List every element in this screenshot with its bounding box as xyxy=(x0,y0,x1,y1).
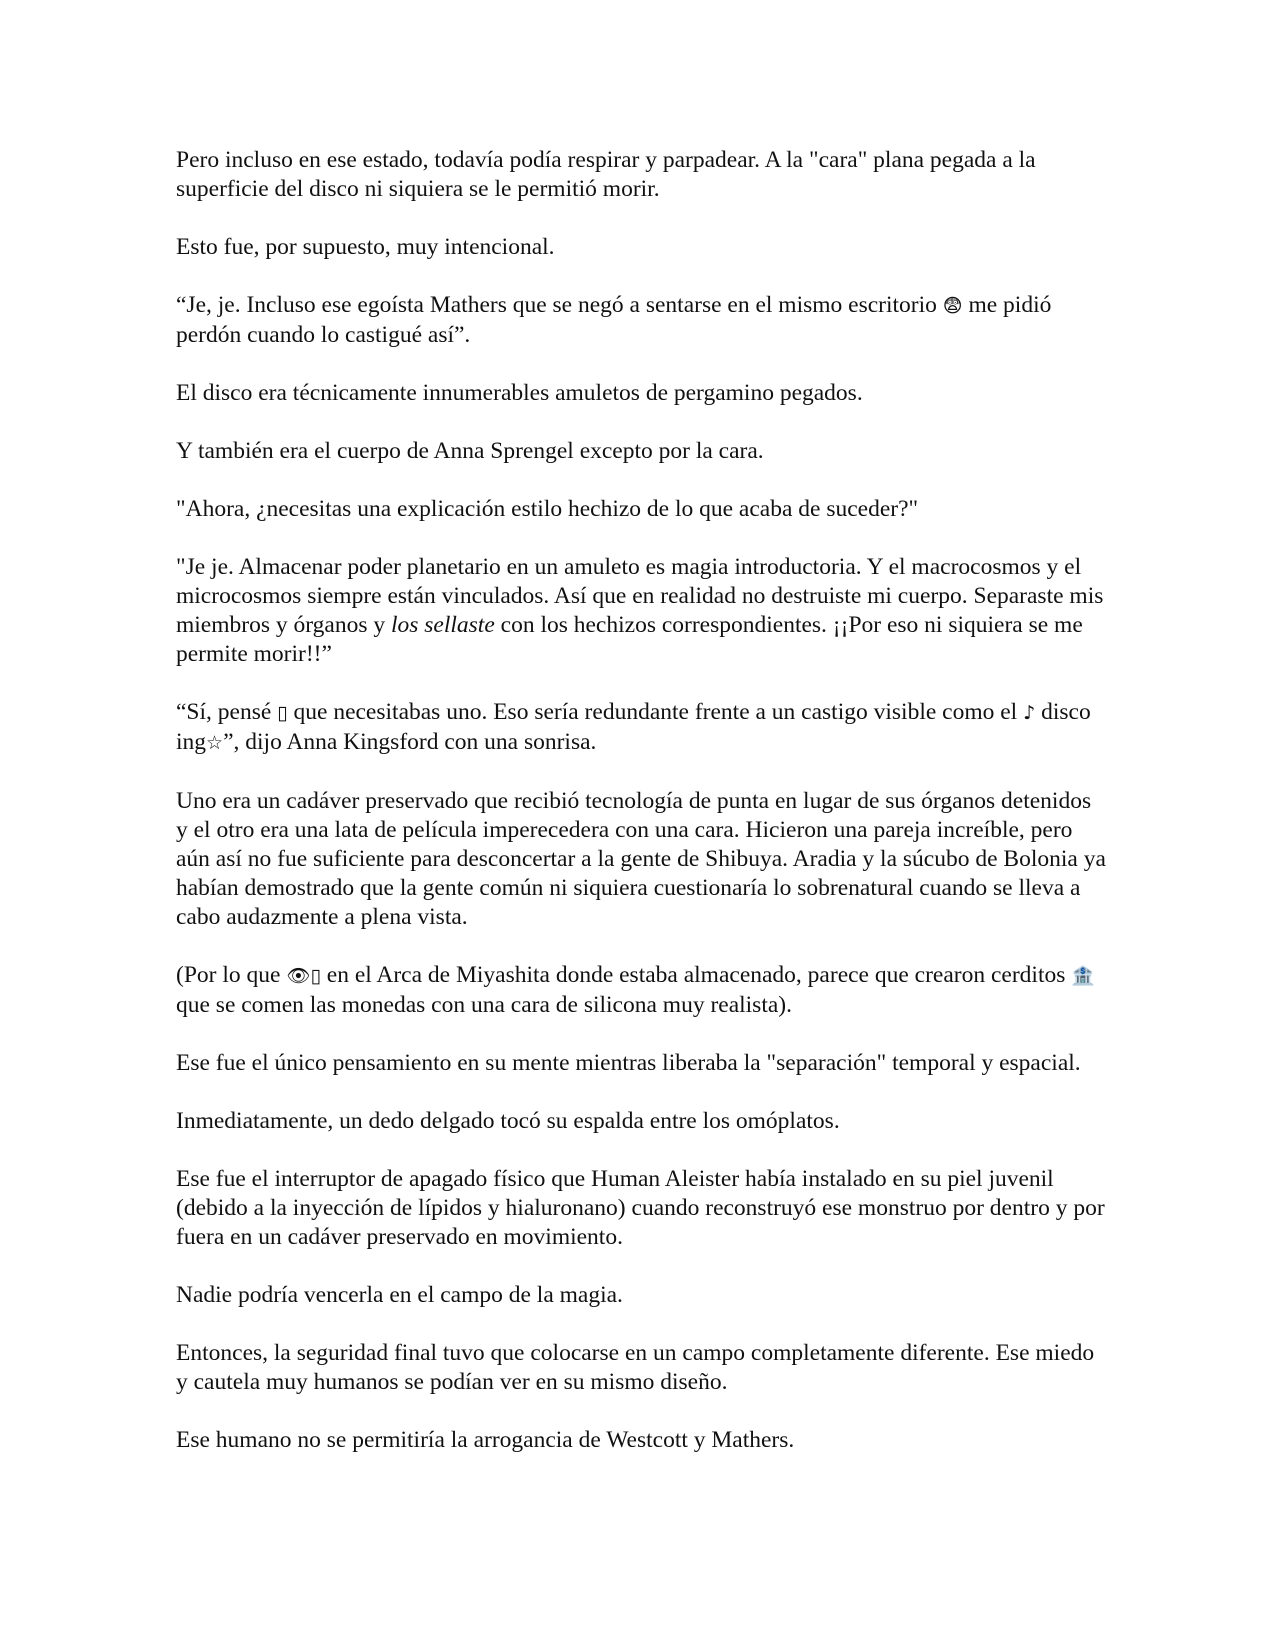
text: Ese fue el único pensamiento en su mente mientras liberaba la "separación" temporal y espacial. xyxy=(176,1050,1081,1076)
worried-face-icon: 😨 xyxy=(942,295,963,317)
paragraph xyxy=(176,1281,1106,1310)
bank-icon: 🏦 xyxy=(1071,965,1095,987)
paragraph xyxy=(176,698,1106,758)
paragraph xyxy=(176,787,1106,932)
text: en el Arca de Miyashita donde estaba almacenado, parece que crearon cerditos xyxy=(320,962,1072,988)
text: El disco era técnicamente innumerables amuletos de pergamino pegados. xyxy=(176,380,863,406)
paragraph xyxy=(176,1426,1106,1455)
text: me pidió perdón cuando lo castigué así”. xyxy=(176,292,1052,348)
paragraph xyxy=(176,1339,1106,1397)
document-page xyxy=(176,146,1106,1484)
text: Ese humano no se permitiría la arrogancia de Westcott y Mathers. xyxy=(176,1427,795,1453)
text: (Por lo que xyxy=(176,962,287,988)
text: Uno era un cadáver preservado que recibió tecnología de punta en lugar de sus órganos detenidos y el otro era una lata de película imperecedera con una cara. Hicieron una pareja increíble, pero aún así no fue suficiente para desconcertar a la gente de Shibuya. Aradia y la súcubo de Bolonia ya habían demostrado que la gente común ni siquiera cuestionaría lo sobrenatural cuando se lleva a cabo audazmente a plena vista. xyxy=(176,788,1106,930)
paragraph xyxy=(176,1107,1106,1136)
text: “Sí, pensé xyxy=(176,699,278,725)
paragraph xyxy=(176,961,1106,1020)
missing-glyph-icon: ▯ xyxy=(277,702,288,724)
paragraph xyxy=(176,291,1106,350)
text: "Je je. Almacenar poder planetario en un amuleto es magia introductoria. Y el macrocosmos y el microcosmos siempre están vinculados. Así que en realidad no destruiste mi cuerpo. Separaste mis miembros y órganos y xyxy=(176,554,1104,638)
missing-glyph-icon: ▯ xyxy=(310,965,321,987)
text: Nadie podría vencerla en el campo de la magia. xyxy=(176,1282,623,1308)
paragraph xyxy=(176,553,1106,669)
paragraph xyxy=(176,495,1106,524)
text: que necesitabas uno. Eso sería redundante frente a un castigo visible como el xyxy=(287,699,1024,725)
music-note-icon: ♪ xyxy=(1023,702,1036,724)
text: “Je, je. Incluso ese egoísta Mathers que se negó a sentarse en el mismo escritorio xyxy=(176,292,943,318)
italic-text: los sellaste xyxy=(390,612,495,638)
star-icon: ☆ xyxy=(206,732,224,754)
paragraph xyxy=(176,437,1106,466)
text: Esto fue, por supuesto, muy intencional. xyxy=(176,234,555,260)
text: ”, dijo Anna Kingsford con una sonrisa. xyxy=(223,729,597,755)
text: Ese fue el interruptor de apagado físico que Human Aleister había instalado en su piel juvenil (debido a la inyección de lípidos y hialuronano) cuando reconstruyó ese monstruo por dentro y por fuera en un cadáver preservado en movimiento. xyxy=(176,1166,1105,1250)
paragraph xyxy=(176,233,1106,262)
paragraph xyxy=(176,146,1106,204)
paragraph xyxy=(176,379,1106,408)
text: con los hechizos correspondientes. ¡¡Por eso ni siquiera se me permite morir!!” xyxy=(176,612,1083,667)
text: disco ing xyxy=(176,699,1091,755)
paragraph xyxy=(176,1165,1106,1252)
text: Entonces, la seguridad final tuvo que colocarse en un campo completamente diferente. Ese miedo y cautela muy humanos se podían ver en su mismo diseño. xyxy=(176,1340,1095,1395)
text: Inmediatamente, un dedo delgado tocó su espalda entre los omóplatos. xyxy=(176,1108,840,1134)
text: Y también era el cuerpo de Anna Sprengel excepto por la cara. xyxy=(176,438,764,464)
eye-icon: 👁 xyxy=(286,965,311,987)
text: Pero incluso en ese estado, todavía podía respirar y parpadear. A la "cara" plana pegada a la superficie del disco ni siquiera se le permitió morir. xyxy=(176,147,1036,202)
text: que se comen las monedas con una cara de silicona muy realista). xyxy=(176,992,792,1018)
text: "Ahora, ¿necesitas una explicación estilo hechizo de lo que acaba de suceder?" xyxy=(176,496,919,522)
paragraph xyxy=(176,1049,1106,1078)
